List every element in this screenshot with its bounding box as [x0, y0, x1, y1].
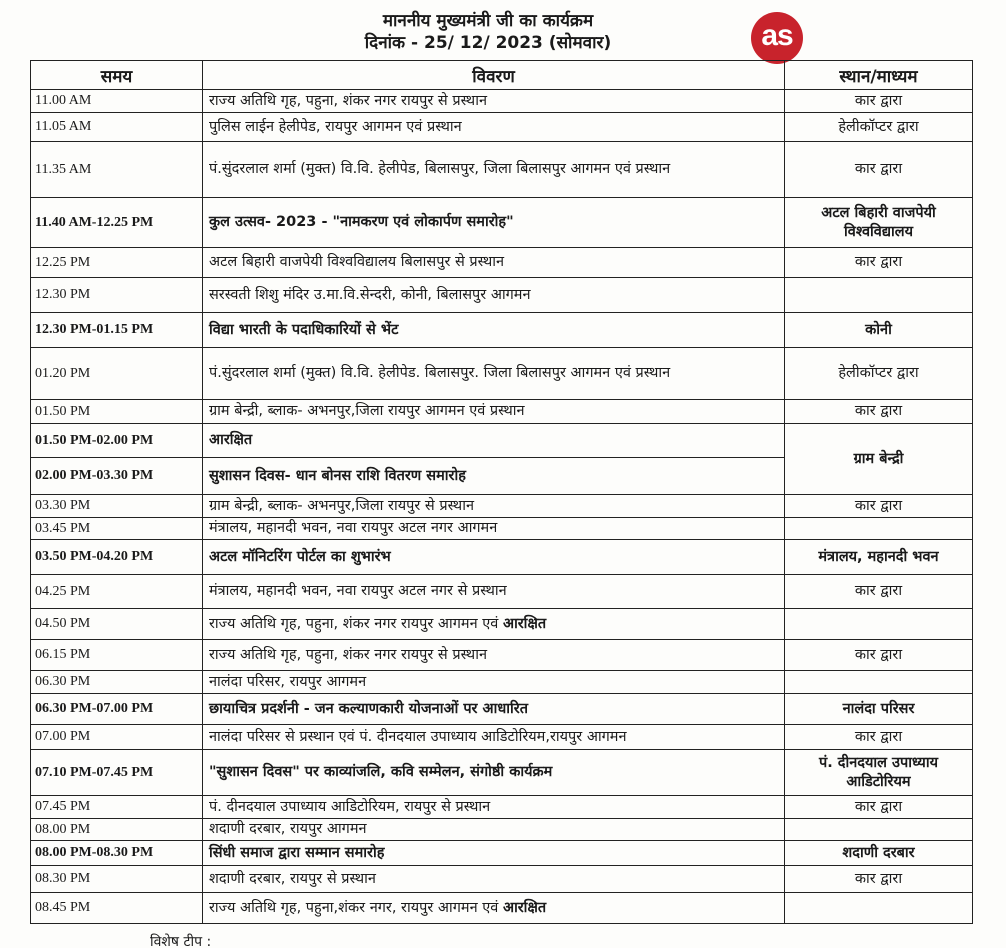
- footer-note: विशेष टीप :: [150, 934, 212, 950]
- place-cell: अटल बिहारी वाजपेयी विश्वविद्यालय: [785, 198, 973, 248]
- reserved-label: आरक्षित: [502, 615, 547, 632]
- table-row: [31, 400, 973, 424]
- table-row: [31, 796, 973, 819]
- time-cell: 02.00 PM-03.30 PM: [31, 458, 203, 495]
- table-row: [31, 518, 973, 540]
- time-cell: 03.30 PM: [31, 495, 203, 518]
- description-cell: "सुशासन दिवस" पर काव्यांजलि, कवि सम्मेलन, संगोष्ठी कार्यक्रम: [203, 750, 785, 796]
- place-cell: कार द्वारा: [785, 575, 973, 609]
- table-row: [31, 248, 973, 278]
- column-header-description: विवरण: [203, 61, 785, 90]
- schedule-table: [30, 60, 973, 924]
- document-header: [0, 10, 1006, 54]
- time-cell: 11.05 AM: [31, 113, 203, 142]
- time-cell: 08.00 PM-08.30 PM: [31, 841, 203, 866]
- description-cell: छायाचित्र प्रदर्शनी - जन कल्याणकारी योजनाओं पर आधारित: [203, 694, 785, 725]
- description-text: राज्य अतिथि गृह, पहुना, शंकर नगर रायपुर आगमन एवं: [209, 615, 499, 632]
- place-cell: कार द्वारा: [785, 866, 973, 893]
- place-cell: ग्राम बेन्द्री: [785, 424, 973, 495]
- time-cell: 01.50 PM: [31, 400, 203, 424]
- time-cell: 07.10 PM-07.45 PM: [31, 750, 203, 796]
- place-cell: कार द्वारा: [785, 640, 973, 671]
- table-row: [31, 424, 973, 458]
- description-cell: पं.सुंदरलाल शर्मा (मुक्त) वि.वि. हेलीपेड, बिलासपुर, जिला बिलासपुर आगमन एवं प्रस्थान: [203, 142, 785, 198]
- table-row: [31, 609, 973, 640]
- place-cell: [785, 609, 973, 640]
- time-cell: 12.30 PM: [31, 278, 203, 313]
- time-cell: 08.45 PM: [31, 893, 203, 924]
- time-cell: 07.00 PM: [31, 725, 203, 750]
- description-cell: ग्राम बेन्द्री, ब्लाक- अभनपुर,जिला रायपुर आगमन एवं प्रस्थान: [203, 400, 785, 424]
- table-row: [31, 725, 973, 750]
- place-cell: नालंदा परिसर: [785, 694, 973, 725]
- document-date: दिनांक - 25/ 12/ 2023 (सोमवार): [364, 33, 612, 53]
- place-cell: कार द्वारा: [785, 248, 973, 278]
- table-row: [31, 750, 973, 796]
- table-row: [31, 90, 973, 113]
- description-cell: [203, 609, 785, 640]
- description-cell: सिंधी समाज द्वारा सम्मान समारोह: [203, 841, 785, 866]
- place-cell: शदाणी दरबार: [785, 841, 973, 866]
- table-row: [31, 540, 973, 575]
- column-header-place: स्थान/माध्यम: [785, 61, 973, 90]
- place-cell: कार द्वारा: [785, 796, 973, 819]
- place-cell: कार द्वारा: [785, 90, 973, 113]
- time-cell: 12.25 PM: [31, 248, 203, 278]
- description-cell: मंत्रालय, महानदी भवन, नवा रायपुर अटल नगर से प्रस्थान: [203, 575, 785, 609]
- description-cell: विद्या भारती के पदाधिकारियों से भेंट: [203, 313, 785, 348]
- description-cell: मंत्रालय, महानदी भवन, नवा रायपुर अटल नगर आगमन: [203, 518, 785, 540]
- time-cell: 06.30 PM-07.00 PM: [31, 694, 203, 725]
- description-cell: ग्राम बेन्द्री, ब्लाक- अभनपुर,जिला रायपुर से प्रस्थान: [203, 495, 785, 518]
- time-cell: 11.40 AM-12.25 PM: [31, 198, 203, 248]
- place-cell: मंत्रालय, महानदी भवन: [785, 540, 973, 575]
- time-cell: 06.30 PM: [31, 671, 203, 694]
- place-cell: पं. दीनदयाल उपाध्याय आडिटोरियम: [785, 750, 973, 796]
- description-cell: पं. दीनदयाल उपाध्याय आडिटोरियम, रायपुर से प्रस्थान: [203, 796, 785, 819]
- table-row: [31, 198, 973, 248]
- place-cell: हेलीकॉप्टर द्वारा: [785, 113, 973, 142]
- description-cell: नालंदा परिसर, रायपुर आगमन: [203, 671, 785, 694]
- reserved-label: आरक्षित: [502, 899, 547, 916]
- time-cell: 11.35 AM: [31, 142, 203, 198]
- description-cell: पुलिस लाईन हेलीपेड, रायपुर आगमन एवं प्रस्थान: [203, 113, 785, 142]
- time-cell: 07.45 PM: [31, 796, 203, 819]
- place-cell: कार द्वारा: [785, 400, 973, 424]
- time-cell: 01.20 PM: [31, 348, 203, 400]
- place-cell: [785, 671, 973, 694]
- description-cell: [203, 893, 785, 924]
- place-cell: कार द्वारा: [785, 495, 973, 518]
- table-row: [31, 575, 973, 609]
- description-cell: राज्य अतिथि गृह, पहुना, शंकर नगर रायपुर से प्रस्थान: [203, 640, 785, 671]
- table-row: [31, 819, 973, 841]
- table-row: [31, 866, 973, 893]
- time-cell: 08.30 PM: [31, 866, 203, 893]
- time-cell: 03.45 PM: [31, 518, 203, 540]
- description-cell: पं.सुंदरलाल शर्मा (मुक्त) वि.वि. हेलीपेड. बिलासपुर. जिला बिलासपुर आगमन एवं प्रस्थान: [203, 348, 785, 400]
- description-cell: सरस्वती शिशु मंदिर उ.मा.वि.सेन्दरी, कोनी, बिलासपुर आगमन: [203, 278, 785, 313]
- table-row: [31, 348, 973, 400]
- description-cell: सुशासन दिवस- धान बोनस राशि वितरण समारोह: [203, 458, 785, 495]
- place-cell: कार द्वारा: [785, 142, 973, 198]
- watermark-logo: as: [751, 12, 803, 64]
- table-row: [31, 113, 973, 142]
- table-row: [31, 495, 973, 518]
- document-title: माननीय मुख्यमंत्री जी का कार्यक्रम: [382, 11, 594, 31]
- table-row: [31, 640, 973, 671]
- time-cell: 04.50 PM: [31, 609, 203, 640]
- table-row: [31, 841, 973, 866]
- place-cell: [785, 819, 973, 841]
- table-row: [31, 694, 973, 725]
- description-cell: अटल बिहारी वाजपेयी विश्वविद्यालय बिलासपुर से प्रस्थान: [203, 248, 785, 278]
- description-cell: अटल मॉनिटरिंग पोर्टल का शुभारंभ: [203, 540, 785, 575]
- column-header-time: समय: [31, 61, 203, 90]
- place-cell: हेलीकॉप्टर द्वारा: [785, 348, 973, 400]
- description-cell: राज्य अतिथि गृह, पहुना, शंकर नगर रायपुर से प्रस्थान: [203, 90, 785, 113]
- time-cell: 08.00 PM: [31, 819, 203, 841]
- place-cell: कोनी: [785, 313, 973, 348]
- description-cell: आरक्षित: [203, 424, 785, 458]
- table-row: [31, 142, 973, 198]
- description-text: राज्य अतिथि गृह, पहुना,शंकर नगर, रायपुर आगमन एवं: [209, 899, 499, 916]
- place-cell: [785, 518, 973, 540]
- description-cell: शदाणी दरबार, रायपुर से प्रस्थान: [203, 866, 785, 893]
- table-row: [31, 278, 973, 313]
- time-cell: 01.50 PM-02.00 PM: [31, 424, 203, 458]
- time-cell: 12.30 PM-01.15 PM: [31, 313, 203, 348]
- time-cell: 03.50 PM-04.20 PM: [31, 540, 203, 575]
- table-row: [31, 671, 973, 694]
- time-cell: 06.15 PM: [31, 640, 203, 671]
- place-cell: कार द्वारा: [785, 725, 973, 750]
- table-row: [31, 893, 973, 924]
- description-cell: नालंदा परिसर से प्रस्थान एवं पं. दीनदयाल उपाध्याय आडिटोरियम,रायपुर आगमन: [203, 725, 785, 750]
- place-cell: [785, 893, 973, 924]
- description-cell: शदाणी दरबार, रायपुर आगमन: [203, 819, 785, 841]
- description-cell: कुल उत्सव- 2023 - "नामकरण एवं लोकार्पण समारोह": [203, 198, 785, 248]
- table-row: [31, 313, 973, 348]
- time-cell: 11.00 AM: [31, 90, 203, 113]
- place-cell: [785, 278, 973, 313]
- time-cell: 04.25 PM: [31, 575, 203, 609]
